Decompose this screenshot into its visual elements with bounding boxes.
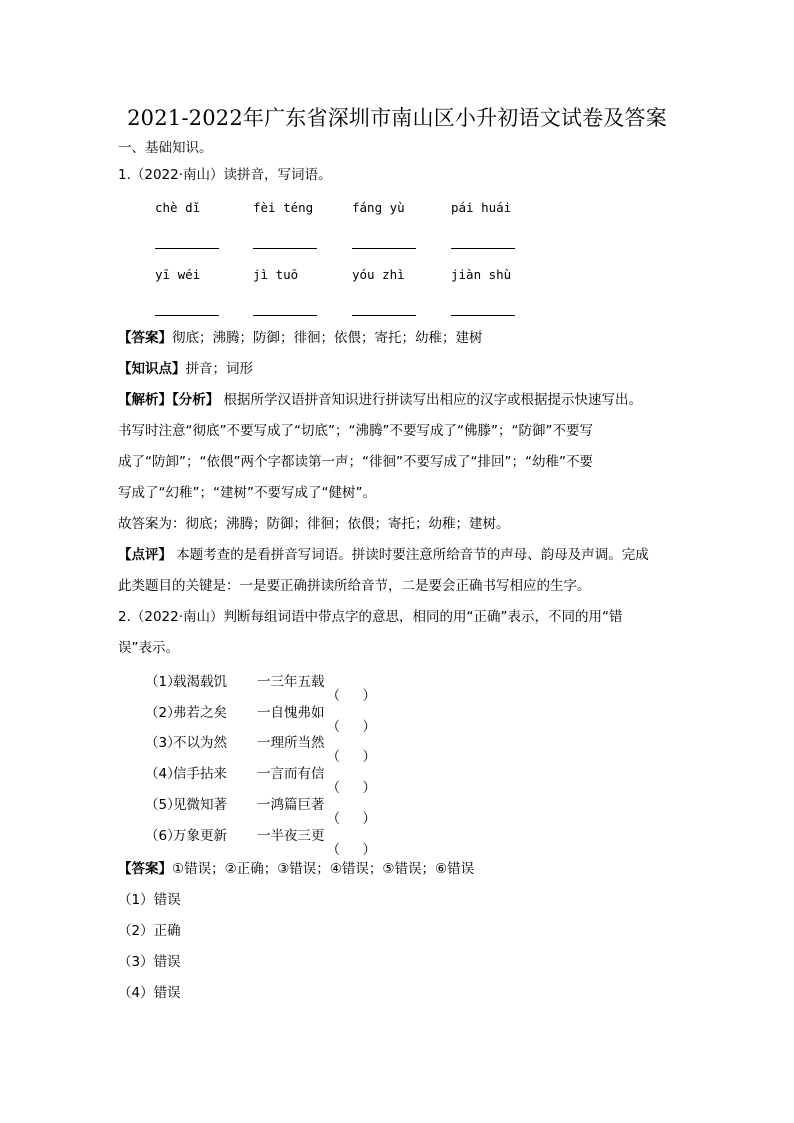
q1-analysis-line-4: 写成了“幻稚”；“建树”不要写成了“健树”。 [118, 485, 376, 501]
item-number: （2） [145, 705, 181, 721]
q2-item: （6）万象更新 一半夜三更 （ ） [145, 828, 376, 858]
q1-analysis-line-2: 书写时注意“彻底”不要写成了“切底”；“沸腾”不要写成了“佛滕”；“防御”不要写 [118, 423, 593, 439]
q2-sub-answer: （1）错误 [118, 892, 181, 908]
item-word-1: 信手拈来 [173, 766, 227, 782]
q2-sub-answer: （2）正确 [118, 923, 181, 939]
question-2-stem-line-1: 2.（2022·南山）判断每组词语中带点字的意思，相同的用“正确”表示，不同的用“错 [118, 609, 623, 625]
knowledge-text: 拼音；词形 [185, 361, 253, 377]
question-1-stem: 1.（2022·南山）读拼音，写词语。 [118, 167, 332, 183]
q2-item: （1）载渴载饥 一三年五载 （ ） [145, 674, 376, 704]
answer-blank[interactable] [451, 315, 515, 316]
item-word-2: 一自愧弗如 [257, 705, 325, 721]
analysis-tag: 【解析】【分析】 [118, 392, 220, 408]
pinyin-8: jiàn shù [451, 267, 512, 282]
item-word-1: 不以为然 [173, 735, 227, 751]
q1-answer [118, 328, 483, 348]
q2-item: （4）信手拈来 一言而有信 （ ） [145, 766, 376, 796]
item-word-2: 一理所当然 [257, 735, 325, 751]
analysis-text: 根据所学汉语拼音知识进行拼读写出相应的汉字或根据提示快速写出。 [219, 392, 643, 408]
pinyin-6: jì tuō [253, 267, 299, 282]
pinyin-2: fèi téng [253, 200, 314, 215]
q1-final-answer: 故答案为：彻底；沸腾；防御；徘徊；依偎；寄托；幼稚；建树。 [118, 516, 510, 532]
item-word-1: 弗若之矣 [173, 705, 227, 721]
item-number: （1） [145, 674, 181, 690]
answer-blank[interactable] [253, 248, 317, 249]
item-number: （6） [145, 828, 181, 844]
q2-sub-answer: （4）错误 [118, 985, 181, 1001]
answer-blank[interactable] [253, 315, 317, 316]
item-word-2: 一言而有信 [257, 766, 325, 782]
item-number: （5） [145, 797, 181, 813]
pinyin-3: fáng yù [352, 200, 405, 215]
item-word-2: 一鸿篇巨著 [257, 797, 325, 813]
item-word-1: 见微知著 [173, 797, 227, 813]
answer-blank[interactable] [352, 315, 416, 316]
q1-analysis-line-3: 成了“防卸”；“依偎”两个字都读第一声；“徘徊”不要写成了“排回”；“幼稚”不要 [118, 454, 593, 470]
item-word-2: 一半夜三更 [257, 828, 325, 844]
q2-item: （5）见微知著 一鸿篇巨著 （ ） [145, 797, 376, 827]
q1-knowledge-point [118, 359, 253, 379]
document-title: 2021-2022年广东省深圳市南山区小升初语文试卷及答案 [127, 106, 667, 130]
item-number: （3） [145, 735, 181, 751]
pinyin-5: yī wéi [155, 267, 201, 282]
answer-blank[interactable] [352, 248, 416, 249]
knowledge-tag: 【知识点】 [118, 361, 186, 377]
answer-text: ①错误；②正确；③错误；④错误；⑤错误；⑥错误 [172, 861, 475, 877]
q2-item: （3）不以为然 一理所当然 （ ） [145, 735, 376, 765]
q1-comment-line-1 [118, 545, 649, 565]
comment-tag: 【点评】 [118, 547, 172, 563]
answer-blank[interactable] [155, 315, 219, 316]
q2-answer [118, 859, 474, 879]
pinyin-1: chè dǐ [155, 200, 201, 215]
section-heading: 一、基础知识。 [118, 140, 213, 156]
item-word-2: 一三年五载 [257, 674, 325, 690]
answer-text: 彻底；沸腾；防御；徘徊；依偎；寄托；幼稚；建树 [172, 330, 483, 346]
q2-sub-answer: （3）错误 [118, 954, 181, 970]
comment-text: 本题考查的是看拼音写词语。拼读时要注意所给音节的声母、韵母及声调。完成 [172, 547, 649, 563]
answer-tag: 【答案】 [118, 330, 172, 346]
pinyin-7: yóu zhì [352, 267, 405, 282]
item-number: （4） [145, 766, 181, 782]
item-word-1: 万象更新 [173, 828, 227, 844]
item-word-1: 载渴载饥 [173, 674, 227, 690]
answer-tag: 【答案】 [118, 861, 172, 877]
answer-blank[interactable] [155, 248, 219, 249]
question-2-stem-line-2: 误”表示。 [118, 640, 179, 656]
q2-item: （2）弗若之矣 一自愧弗如 （ ） [145, 705, 376, 735]
answer-blank[interactable] [451, 248, 515, 249]
q1-analysis-line-1 [118, 390, 642, 410]
q1-comment-line-2: 此类题目的关键是：一是要正确拼读所给音节，二是要会正确书写相应的生字。 [118, 578, 591, 594]
pinyin-4: pái huái [451, 200, 512, 215]
